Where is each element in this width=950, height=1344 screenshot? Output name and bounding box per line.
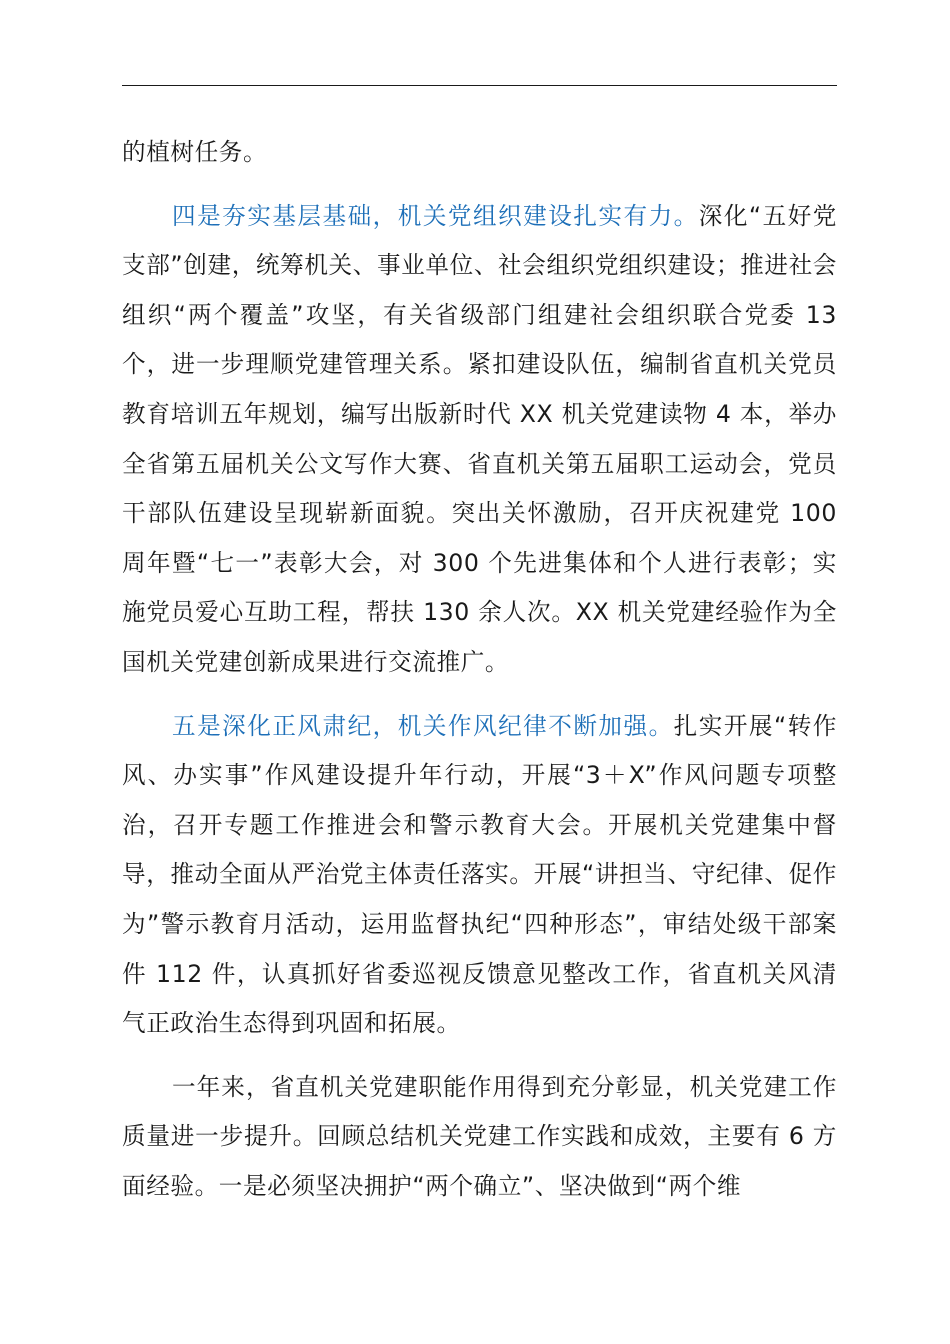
document-body — [122, 128, 837, 1211]
paragraph-section-four — [122, 192, 837, 688]
paragraph-summary — [122, 1063, 837, 1212]
section-five-heading: 五是深化正风肃纪，机关作风纪律不断加强。 — [172, 711, 674, 740]
paragraph-section-five — [122, 702, 837, 1049]
paragraph-text: 的植树任务。 — [122, 138, 268, 166]
paragraph-text: 扎实开展“转作风、办实事”作风建设提升年行动，开展“3＋X”作风问题专项整治，召开专题工作推进会和警示教育大会。开展机关党建集中督导，推动全面从严治党主体责任落实。开展“讲担当、守纪律、促作为”警示教育月活动，运用监督执纪“四种形态”，审结处级干部案件 112 件，认真抓好省委巡视反馈意见整改工作，省直机关风清气正政治生态得到巩固和拓展。 — [122, 711, 837, 1038]
paragraph-text: 深化“五好党支部”创建，统筹机关、事业单位、社会组织党组织建设；推进社会组织“两个覆盖”攻坚，有关省级部门组建社会组织联合党委 13 个，进一步理顺党建管理关系。紧扣建设队伍，编制省直机关党员教育培训五年规划，编写出版新时代 XX 机关党建读物 4 本，举办全省第五届机关公文写作大赛、省直机关第五届职工运动会，党员干部队伍建设呈现崭新面貌。突出关怀激励，召开庆祝建党 100 周年暨“七一”表彰大会，对 300 个先进集体和个人进行表彰；实施党员爱心互助工程，帮扶 130 余人次。XX 机关党建经验作为全国机关党建创新成果进行交流推广。 — [122, 201, 837, 676]
header-rule — [122, 85, 837, 86]
paragraph-text: 一年来，省直机关党建职能作用得到充分彰显，机关党建工作质量进一步提升。回顾总结机关党建工作实践和成效，主要有 6 方面经验。一是必须坚决拥护“两个确立”、坚决做到“两个维 — [122, 1072, 837, 1200]
paragraph-continuation — [122, 128, 837, 178]
section-four-heading: 四是夯实基层基础，机关党组织建设扎实有力。 — [172, 201, 699, 230]
